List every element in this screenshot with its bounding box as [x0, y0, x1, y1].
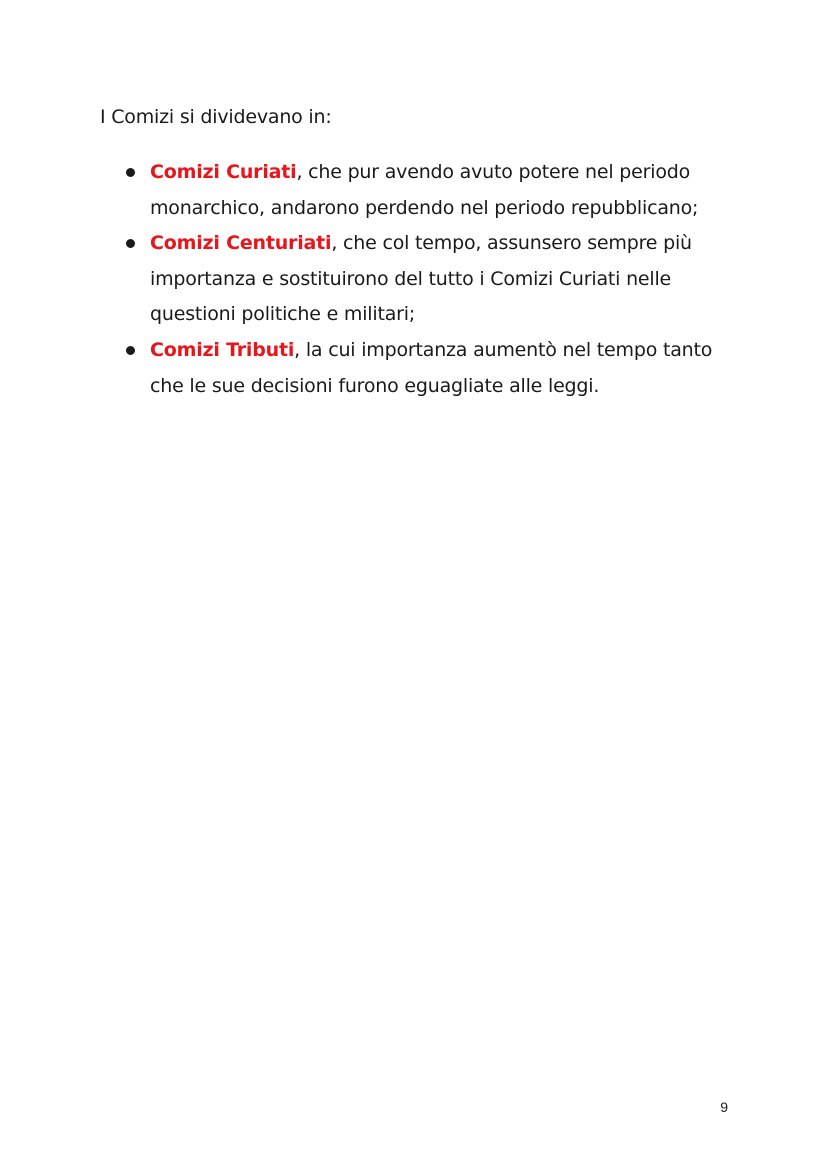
- item-text: , la cui importanza aumentò nel tempo tanto che le sue decisioni furono eguagliate alle leggi.: [150, 338, 713, 397]
- bullet-icon: [126, 239, 135, 248]
- term-comizi-tributi: Comizi Tributi: [150, 338, 295, 361]
- bullet-icon: [126, 168, 135, 177]
- item-text: , che pur avendo avuto potere nel periodo monarchico, andarono perdendo nel periodo repubblicano;: [150, 161, 699, 219]
- page-number: 9: [720, 1099, 728, 1115]
- intro-paragraph: I Comizi si dividevano in:: [100, 106, 332, 128]
- bullet-icon: [126, 346, 135, 355]
- list-item-comizi-centuriati: [0, 226, 740, 333]
- item-text: , che col tempo, assunsero sempre più importanza e sostituirono del tutto i Comizi Curiati nelle questioni politiche e militari;: [150, 232, 692, 326]
- list-item-comizi-tributi: [0, 333, 740, 404]
- list-item-comizi-curiati: [0, 155, 740, 226]
- term-comizi-centuriati: Comizi Centuriati: [150, 232, 332, 255]
- term-comizi-curiati: Comizi Curiati: [150, 161, 297, 183]
- comizi-list: [0, 155, 828, 404]
